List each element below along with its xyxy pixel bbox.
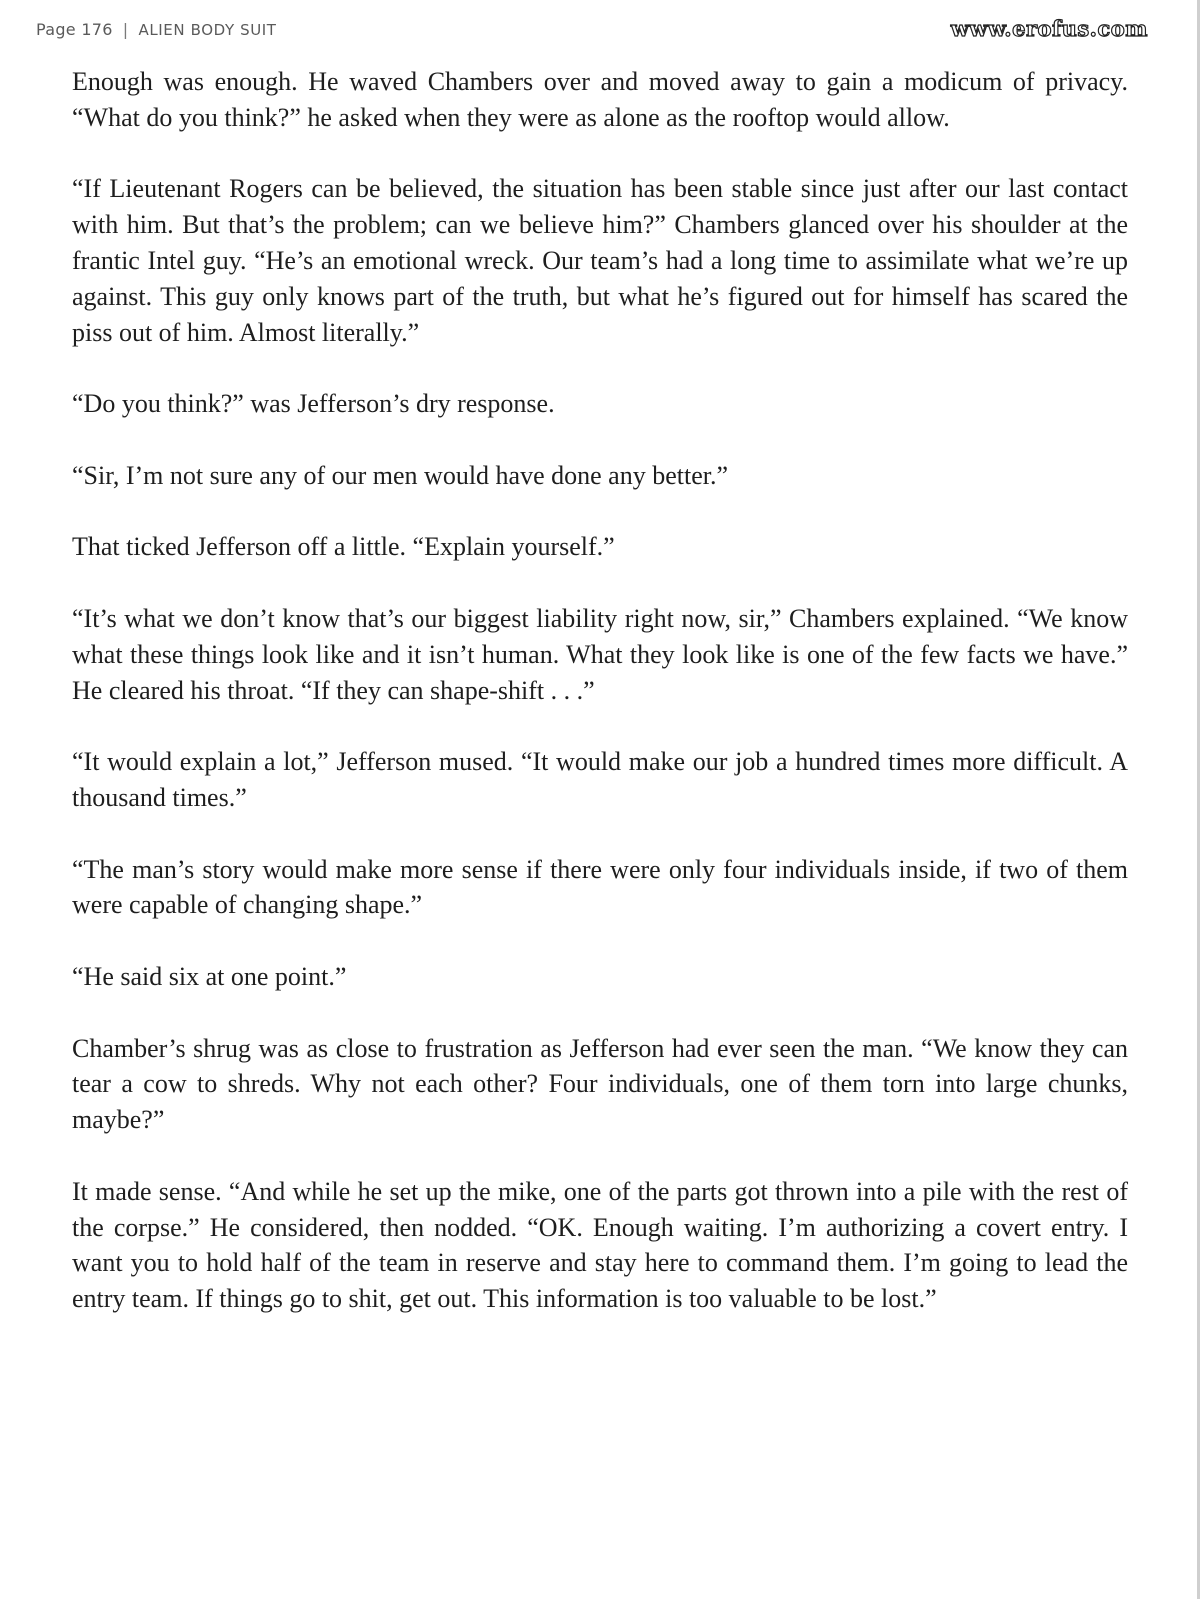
paragraph: It made sense. “And while he set up the mike, one of the parts got thrown into a pile with the rest of the corpse.” He considered, then nodded. “OK. Enough waiting. I’m authorizing a covert entry. I want you to hold half of the team in reserve and stay here to command them. I’m going to lead the entry team. If things go to shit, get out. This information is too valuable to be lost.” (72, 1176, 1128, 1314)
body-text (72, 64, 1128, 1353)
paragraph: That ticked Jefferson off a little. “Explain yourself.” (72, 532, 615, 562)
running-header (36, 20, 277, 39)
book-title: ALIEN BODY SUIT (138, 21, 277, 39)
paragraph: Enough was enough. He waved Chambers over and moved away to gain a modicum of privacy. “What do you think?” he asked when they were as alone as the rooftop would allow. (72, 67, 1128, 132)
paragraph: “The man’s story would make more sense if there were only four individuals inside, if two of them were capable of changing shape.” (72, 854, 1128, 920)
paragraph: “Sir, I’m not sure any of our men would have done any better.” (72, 460, 728, 490)
paragraph: Chamber’s shrug was as close to frustration as Jefferson had ever seen the man. “We know they can tear a cow to shreds. Why not each other? Four individuals, one of them torn into large chunks, maybe?” (72, 1033, 1128, 1135)
paragraph: “It’s what we don’t know that’s our biggest liability right now, sir,” Chambers explained. “We know what these things look like and it isn’t human. What they look like is one of the few facts we have.” He cleared his throat. “If they can shape-shift . . .” (72, 603, 1128, 705)
paragraph: “It would explain a lot,” Jefferson mused. “It would make our job a hundred times more difficult. A thousand times.” (72, 747, 1128, 812)
header-separator: | (122, 20, 129, 39)
watermark: www.erofus.com (950, 16, 1148, 41)
paragraph: “He said six at one point.” (72, 961, 347, 991)
paragraph: “If Lieutenant Rogers can be believed, the situation has been stable since just after our last contact with him. But that’s the problem; can we believe him?” Chambers glanced over his shoulder at the frantic Intel guy. “He’s an emotional wreck. Our team’s had a long time to assimilate what we’re up against. This guy only knows part of the truth, but what he’s figured out for himself has scared the piss out of him. Almost literally.” (72, 174, 1128, 347)
paragraph: “Do you think?” was Jefferson’s dry response. (72, 389, 555, 419)
page-number: Page 176 (36, 20, 113, 39)
